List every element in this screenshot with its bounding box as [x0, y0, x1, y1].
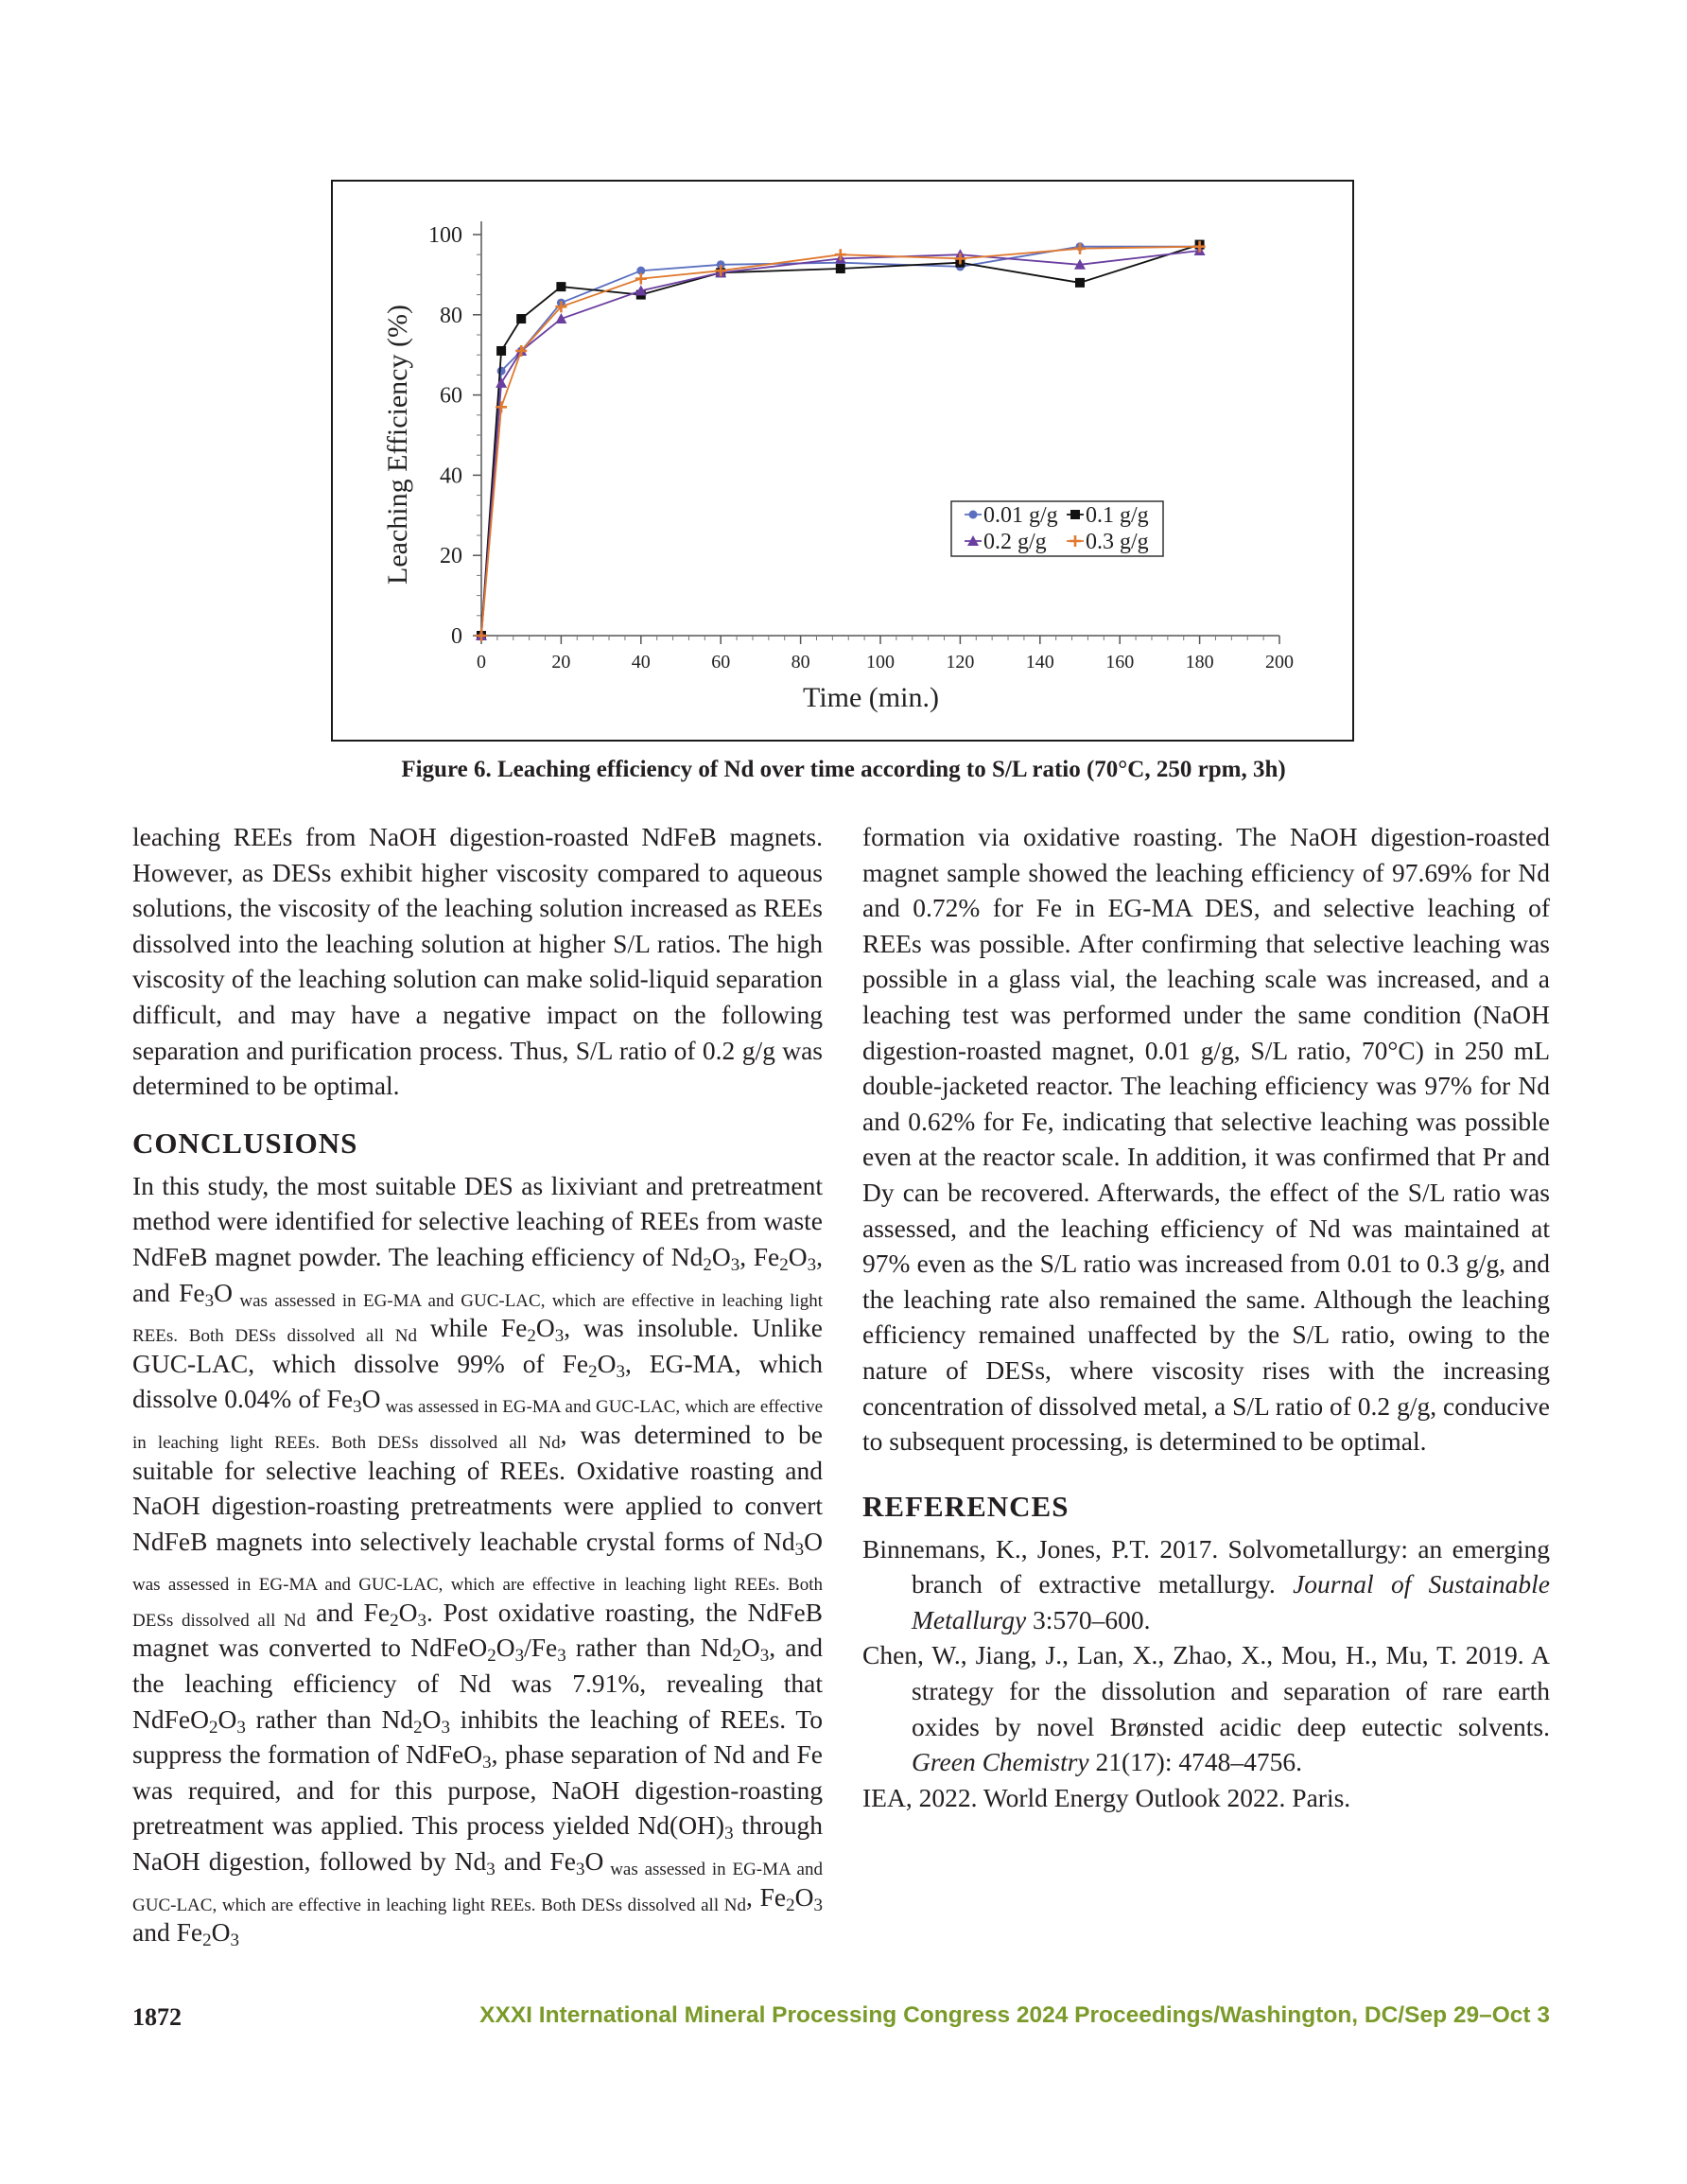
- reference-chen: [862, 1637, 1550, 1779]
- page-number: 1872: [132, 2003, 182, 2031]
- legend-marker: [969, 511, 978, 519]
- x-tick-label: 0: [477, 652, 486, 673]
- subscript: 2: [779, 1254, 789, 1275]
- data-point: [497, 367, 506, 376]
- conclusions-text: rather than Nd: [565, 1633, 733, 1663]
- conclusions-text: and Fe: [495, 1846, 576, 1877]
- subscript: was assessed in EG-MA and GUC-LAC, which are effective in leaching light REEs. Both DESs dissolved all Nd: [132, 1290, 824, 1347]
- y-tick-label: 100: [428, 223, 462, 248]
- conclusions-text: , EG-MA, which dissolve 0.04% of Fe: [132, 1348, 823, 1414]
- y-axis-title: Leaching Efficiency (%): [382, 305, 413, 585]
- subscript: 3: [724, 1824, 734, 1844]
- reference-binnemans: [862, 1531, 1550, 1638]
- subscript: 2: [390, 1610, 399, 1631]
- conclusions-text: O: [740, 1633, 760, 1663]
- figure-6-frame: [331, 180, 1354, 742]
- data-point: [836, 264, 845, 273]
- subscript: 3: [813, 1895, 823, 1915]
- subscript: 3: [616, 1361, 625, 1382]
- legend-label: 0.1 g/g: [1086, 503, 1149, 528]
- conclusions-text: O: [214, 1277, 234, 1307]
- series-line: [481, 247, 1200, 636]
- conclusions-text: O: [584, 1846, 604, 1877]
- x-tick-label: 120: [946, 652, 975, 673]
- x-tick-label: 180: [1185, 652, 1214, 673]
- x-tick-label: 40: [631, 652, 651, 673]
- subscript: 2: [786, 1895, 795, 1915]
- y-tick-label: 20: [440, 544, 462, 569]
- subscript: 3: [730, 1254, 740, 1275]
- ref-journal: Green Chemistry: [912, 1747, 1089, 1777]
- conclusions-text: O: [535, 1313, 555, 1343]
- subscript: 3: [554, 1326, 565, 1347]
- conclusions-text: while Fe: [416, 1313, 528, 1343]
- x-tick-label: 60: [711, 652, 731, 673]
- conclusions-text: through NaOH digestion, followed by Nd: [132, 1810, 823, 1877]
- conclusions-text: O: [211, 1917, 231, 1948]
- figure-caption: Figure 6. Leaching efficiency of Nd over time according to S/L ratio (70°C, 250 rpm, 3h): [401, 757, 1286, 782]
- y-tick-label: 60: [440, 383, 462, 409]
- subscript: was assessed in EG-MA and GUC-LAC, which are effective in leaching light REEs. Both DESs dissolved all Nd: [132, 1397, 823, 1453]
- legend-label: 0.2 g/g: [983, 530, 1047, 554]
- data-point: [1074, 243, 1086, 254]
- subscript: 3: [759, 1646, 770, 1667]
- subscript: 2: [487, 1646, 496, 1667]
- subscript: 2: [527, 1326, 536, 1347]
- leaching-efficiency-chart: [333, 182, 1352, 740]
- subscript: 3: [230, 1931, 239, 1951]
- y-tick-label: 40: [440, 463, 462, 489]
- conclusions-paragraph: [132, 1168, 823, 1950]
- conclusions-text: ,: [564, 1313, 571, 1343]
- y-tick-label: 80: [440, 303, 462, 328]
- subscript: 3: [353, 1397, 362, 1418]
- conclusions-text: /Fe: [524, 1633, 558, 1663]
- conclusions-text: O: [597, 1348, 617, 1378]
- conclusions-text: , and Fe: [132, 1241, 824, 1307]
- ref-text: Chen, W., Jiang, J., Lan, X., Zhao, X., Mou, H., Mu, T. 2019. A strategy for the dissolution and separation of rare earth oxides by novel Brønsted acidic deep eutectic solvents.: [862, 1640, 1550, 1741]
- right-column: [862, 819, 1550, 1815]
- series-line: [481, 247, 1200, 636]
- conclusions-text: rather than Nd: [245, 1704, 414, 1734]
- conclusions-text: , and the leaching efficiency of Nd was 7.91%, revealing that NdFeO: [132, 1633, 823, 1734]
- data-point: [496, 346, 506, 356]
- legend-label: 0.3 g/g: [1086, 530, 1149, 554]
- conclusions-text: O: [788, 1241, 808, 1271]
- left-column: [132, 819, 823, 1950]
- paragraph-roasting-results: formation via oxidative roasting. The NaOH digestion-roasted magnet sample showed the leaching efficiency of 97.69% for Nd and 0.72% for Fe in EG-MA DES, and selective leaching of REEs was possible. After confirming that selective leaching was possible in a glass vial, the leaching scale was increased, and a leaching test was performed under the same condition (NaOH digestion-roasted magnet, 0.01 g/g, S/L ratio, 70°C) in 250 mL double-jacketed reactor. The leaching efficiency was 97% for Nd and 0.62% for Fe, indicating that selective leaching was possible even at the reactor scale. In addition, it was confirmed that Pr and Dy can be recovered. Afterwards, the effect of the S/L ratio was assessed, and the leaching efficiency of Nd was maintained at 97% even as the S/L ratio was increased from 0.01 to 0.3 g/g, and the leaching rate also remained the same. Although the leaching efficiency remained unaffected by the S/L ratio, owing to the nature of DESs, where viscosity rises with the increasing concentration of dissolved metal, a S/L ratio of 0.2 g/g, conducive to subsequent processing, is determined to be optimal.: [862, 822, 1550, 1457]
- x-tick-label: 80: [791, 652, 810, 673]
- ref-tail: 21(17): 4748–4756.: [1088, 1747, 1302, 1777]
- subscript: 3: [557, 1646, 566, 1667]
- conclusions-text: inhibits the leaching of REEs. To suppress the formation of NdFeO: [132, 1704, 823, 1770]
- conclusions-text: O: [398, 1597, 418, 1627]
- conclusions-text: , was determined to be suitable for selective leaching of REEs. Oxidative roasting and NaOH digestion-roasting pretreatments were applied to convert NdFeB magnets into selectively leachable crystal forms of Nd: [132, 1419, 824, 1556]
- data-point: [496, 377, 507, 388]
- y-tick-label: 0: [451, 624, 462, 649]
- conclusions-text: O: [496, 1633, 515, 1663]
- conclusions-text: , Fe: [745, 1881, 787, 1912]
- data-point: [555, 313, 566, 323]
- conclusions-text: and Fe: [132, 1917, 203, 1948]
- subscript: 3: [486, 1860, 496, 1880]
- subscript: 2: [732, 1646, 741, 1667]
- subscript: 2: [413, 1717, 423, 1738]
- conclusions-text: was insoluble. Unlike GUC-LAC, which dissolve 99% of Fe: [132, 1313, 823, 1378]
- legend-label: 0.01 g/g: [983, 503, 1058, 528]
- conclusions-text: O: [794, 1881, 814, 1912]
- legend-marker: [1070, 510, 1080, 519]
- data-point: [635, 273, 647, 285]
- subscript: 3: [794, 1539, 805, 1560]
- x-tick-label: 160: [1105, 652, 1135, 673]
- subscript: 3: [807, 1254, 817, 1275]
- conclusions-text: O: [422, 1704, 442, 1734]
- conclusions-text: O: [361, 1384, 381, 1414]
- ref-tail: 3:570–600.: [1026, 1604, 1151, 1634]
- series-line: [481, 251, 1200, 636]
- x-tick-label: 100: [866, 652, 895, 673]
- subscript: 3: [236, 1717, 246, 1738]
- x-axis-title: Time (min.): [803, 682, 939, 713]
- subscript: 3: [204, 1290, 215, 1311]
- subscript: 3: [575, 1860, 585, 1880]
- subscript: 3: [482, 1753, 492, 1773]
- data-point: [516, 314, 526, 323]
- conclusions-text: , phase separation of Nd and Fe was required, and for this purpose, NaOH digestion-roasting pretreatment was applied. This process yielded Nd(OH): [132, 1739, 823, 1841]
- data-point: [556, 282, 565, 291]
- x-tick-label: 140: [1025, 652, 1054, 673]
- conclusions-text: O: [804, 1526, 823, 1556]
- subscript: 2: [703, 1254, 712, 1275]
- series-line: [481, 245, 1200, 636]
- subscript: 2: [208, 1717, 218, 1738]
- conference-footer: XXXI International Mineral Processing Congress 2024 Proceedings/Washington, DC/Sep 29–Oct 3: [479, 2002, 1550, 2028]
- x-tick-label: 20: [551, 652, 571, 673]
- data-point: [1075, 278, 1085, 288]
- references-heading: REFERENCES: [862, 1489, 1070, 1523]
- subscript: was assessed in EG-MA and GUC-LAC, which are effective in leaching light REEs. Both DESs dissolved all Nd: [132, 1575, 823, 1631]
- paragraph-sl-ratio: leaching REEs from NaOH digestion-roasted NdFeB magnets. However, as DESs exhibit higher viscosity compared to aqueous solutions, the viscosity of the leaching solution increased as REEs dissolved into the leaching solution at higher S/L ratios. The high viscosity of the leaching solution can make solid-liquid separation difficult, and may have a negative impact on the following separation and purification process. Thus, S/L ratio of 0.2 g/g was determined to be optimal.: [132, 822, 823, 1101]
- conclusions-text: . Post oxidative roasting, the NdFeB magnet was converted to NdFeO: [132, 1597, 823, 1663]
- x-tick-label: 200: [1265, 652, 1294, 673]
- reference-iea: IEA, 2022. World Energy Outlook 2022. Paris.: [862, 1782, 1351, 1812]
- conclusions-text: , Fe: [739, 1241, 780, 1271]
- subscript: 3: [441, 1717, 450, 1738]
- conclusions-text: O: [217, 1704, 237, 1734]
- ref-text: Binnemans, K., Jones, P.T. 2017. Solvometallurgy: an emerging branch of extractive metallurgy.: [862, 1533, 1550, 1599]
- conclusions-heading: CONCLUSIONS: [132, 1126, 358, 1160]
- subscript: was assessed in EG-MA and GUC-LAC, which are effective in leaching light REEs. Both DESs dissolved all Nd: [132, 1860, 823, 1915]
- subscript: 3: [417, 1610, 426, 1631]
- subscript: 3: [514, 1646, 525, 1667]
- conclusions-text: O: [711, 1241, 731, 1271]
- subscript: 2: [202, 1931, 212, 1951]
- conclusions-text: and Fe: [305, 1597, 391, 1627]
- ref-journal: Journal of Sustainable Metallurgy: [912, 1569, 1550, 1634]
- conclusions-text: In this study, the most suitable DES as lixiviant and pretreatment method were identified for selective leaching of REEs from waste NdFeB magnet powder. The leaching efficiency of Nd: [132, 1170, 823, 1271]
- subscript: 2: [588, 1361, 598, 1382]
